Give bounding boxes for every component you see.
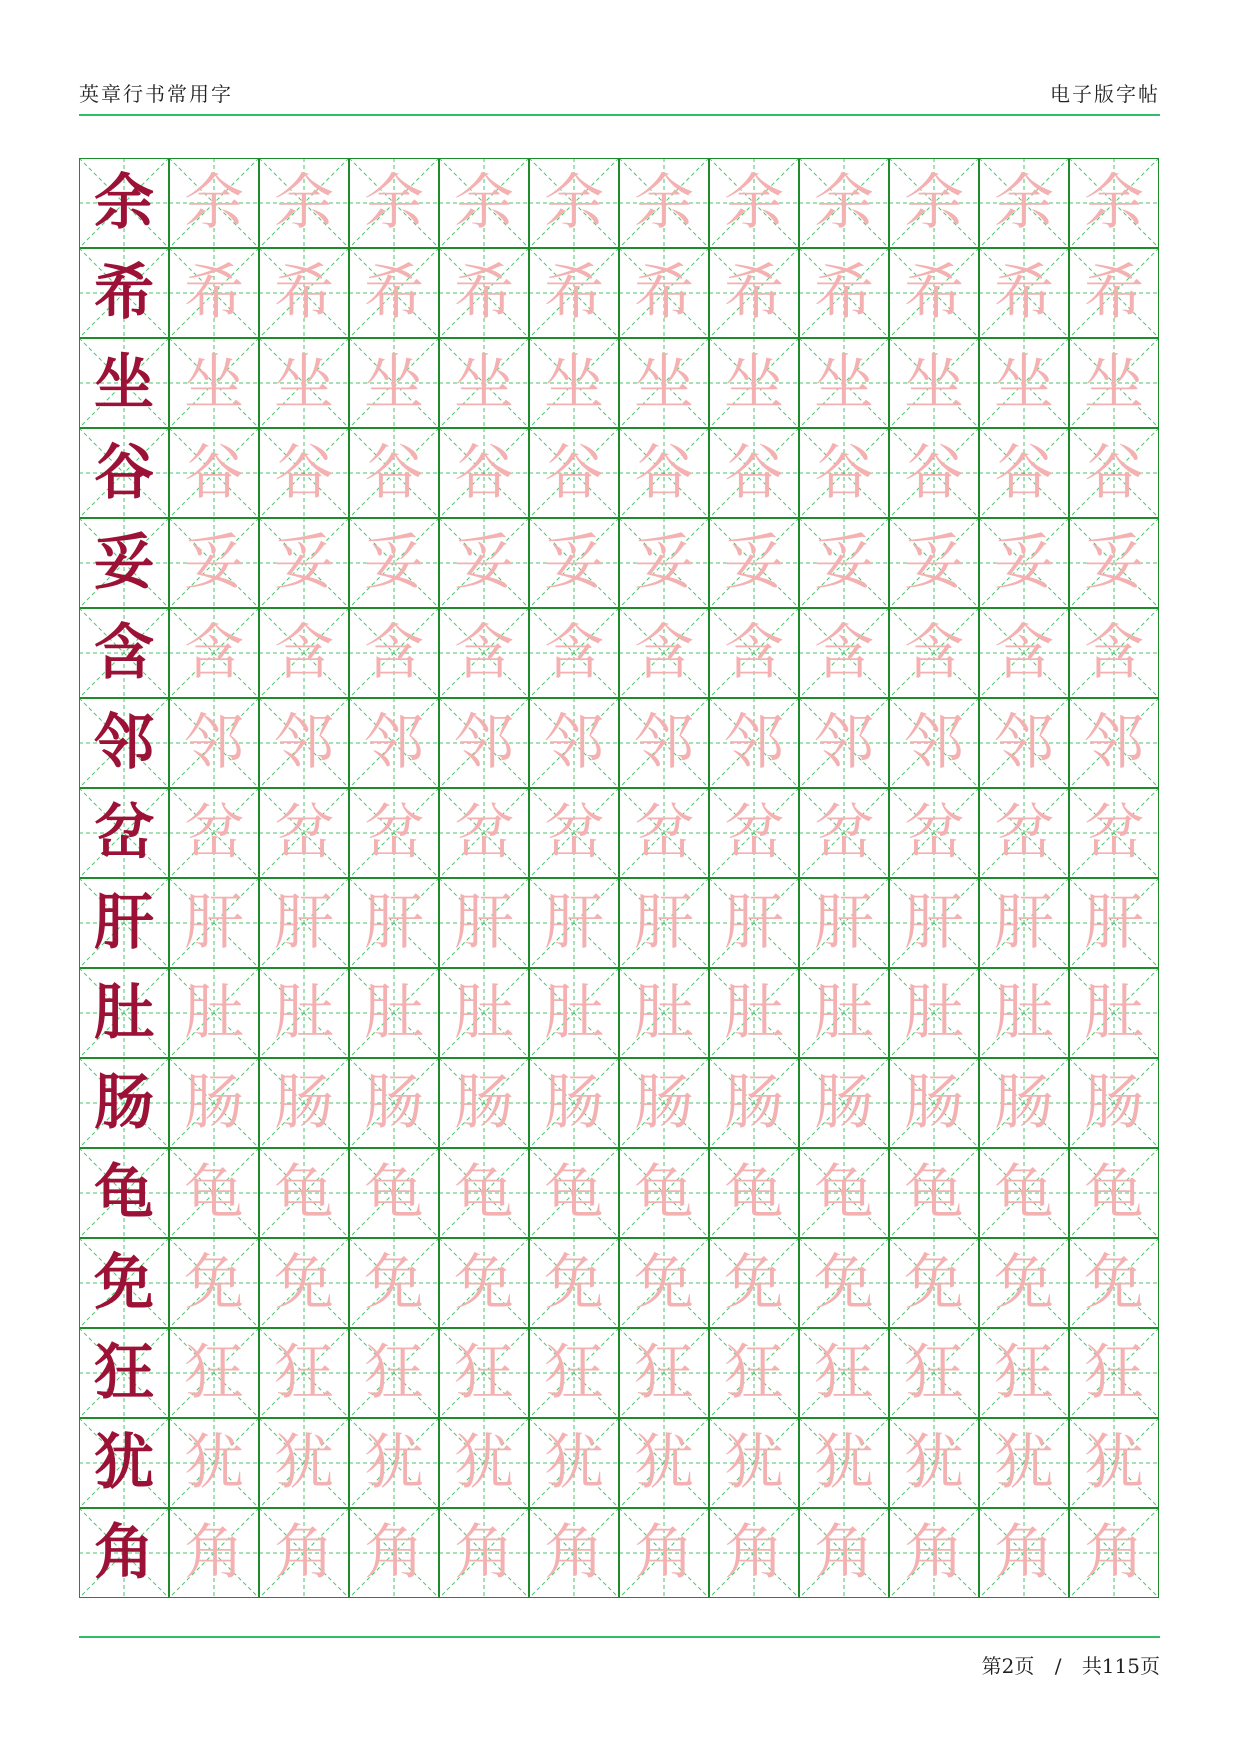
trace-character: 免 — [634, 1248, 694, 1318]
trace-character: 妥 — [454, 528, 514, 598]
page-number: 第2页 — [981, 1654, 1035, 1678]
trace-character: 谷 — [724, 438, 784, 508]
trace-character: 余 — [724, 168, 784, 238]
trace-character: 希 — [184, 258, 244, 328]
trace-character: 角 — [454, 1518, 514, 1588]
trace-character: 邻 — [184, 708, 244, 778]
trace-character: 邻 — [904, 708, 964, 778]
trace-character: 肝 — [994, 888, 1054, 958]
trace-character: 谷 — [274, 438, 334, 508]
page-separator: / — [1054, 1654, 1062, 1678]
model-character: 龟 — [94, 1158, 154, 1228]
model-character: 犹 — [94, 1428, 154, 1498]
trace-character: 谷 — [544, 438, 604, 508]
trace-character: 免 — [1084, 1248, 1144, 1318]
trace-character: 肚 — [544, 978, 604, 1048]
trace-character: 谷 — [634, 438, 694, 508]
trace-character: 余 — [184, 168, 244, 238]
trace-character: 希 — [904, 258, 964, 328]
trace-character: 肝 — [634, 888, 694, 958]
trace-character: 犹 — [904, 1428, 964, 1498]
model-character: 肝 — [94, 888, 154, 958]
trace-character: 余 — [1084, 168, 1144, 238]
trace-character: 岔 — [904, 798, 964, 868]
trace-character: 龟 — [994, 1158, 1054, 1228]
model-character: 邻 — [94, 708, 154, 778]
trace-character: 肝 — [904, 888, 964, 958]
trace-character: 角 — [364, 1518, 424, 1588]
trace-character: 岔 — [184, 798, 244, 868]
trace-character: 肠 — [814, 1068, 874, 1138]
page-footer — [982, 1650, 1160, 1679]
trace-character: 龟 — [1084, 1158, 1144, 1228]
trace-character: 角 — [724, 1518, 784, 1588]
header-rule — [79, 114, 1160, 116]
trace-character: 谷 — [364, 438, 424, 508]
trace-character: 妥 — [364, 528, 424, 598]
trace-character: 肠 — [1084, 1068, 1144, 1138]
trace-character: 角 — [814, 1518, 874, 1588]
trace-character: 免 — [364, 1248, 424, 1318]
trace-character: 余 — [454, 168, 514, 238]
trace-character: 角 — [184, 1518, 244, 1588]
trace-character: 角 — [994, 1518, 1054, 1588]
trace-character: 岔 — [1084, 798, 1144, 868]
trace-character: 含 — [454, 618, 514, 688]
trace-character: 肠 — [634, 1068, 694, 1138]
trace-character: 邻 — [634, 708, 694, 778]
trace-character: 坐 — [364, 348, 424, 418]
trace-character: 犹 — [364, 1428, 424, 1498]
trace-character: 谷 — [814, 438, 874, 508]
trace-character: 狂 — [364, 1338, 424, 1408]
model-character: 余 — [94, 168, 154, 238]
trace-character: 坐 — [184, 348, 244, 418]
model-character: 妥 — [94, 528, 154, 598]
trace-character: 肚 — [994, 978, 1054, 1048]
trace-character: 含 — [274, 618, 334, 688]
model-character: 免 — [94, 1248, 154, 1318]
trace-character: 妥 — [634, 528, 694, 598]
page-header — [79, 78, 1160, 118]
model-character: 谷 — [94, 438, 154, 508]
trace-character: 肠 — [364, 1068, 424, 1138]
trace-character: 肚 — [904, 978, 964, 1048]
trace-character: 肚 — [724, 978, 784, 1048]
trace-character: 狂 — [994, 1338, 1054, 1408]
trace-character: 余 — [274, 168, 334, 238]
trace-character: 免 — [904, 1248, 964, 1318]
trace-character: 余 — [814, 168, 874, 238]
trace-character: 妥 — [814, 528, 874, 598]
trace-character: 肝 — [274, 888, 334, 958]
trace-character: 狂 — [184, 1338, 244, 1408]
trace-character: 犹 — [634, 1428, 694, 1498]
trace-character: 龟 — [634, 1158, 694, 1228]
trace-character: 犹 — [184, 1428, 244, 1498]
model-character: 肚 — [94, 978, 154, 1048]
trace-character: 龟 — [364, 1158, 424, 1228]
trace-character: 免 — [724, 1248, 784, 1318]
trace-character: 犹 — [994, 1428, 1054, 1498]
trace-character: 肠 — [994, 1068, 1054, 1138]
trace-character: 坐 — [724, 348, 784, 418]
footer-rule — [79, 1636, 1160, 1638]
trace-character: 坐 — [634, 348, 694, 418]
trace-character: 妥 — [724, 528, 784, 598]
trace-character: 岔 — [454, 798, 514, 868]
trace-character: 邻 — [274, 708, 334, 778]
trace-character: 邻 — [994, 708, 1054, 778]
trace-character: 余 — [904, 168, 964, 238]
trace-character: 角 — [274, 1518, 334, 1588]
practice-grid — [79, 158, 1159, 1598]
trace-character: 狂 — [724, 1338, 784, 1408]
trace-character: 谷 — [904, 438, 964, 508]
trace-character: 肚 — [814, 978, 874, 1048]
model-character: 坐 — [94, 348, 154, 418]
trace-character: 犹 — [274, 1428, 334, 1498]
trace-character: 狂 — [1084, 1338, 1144, 1408]
trace-character: 邻 — [364, 708, 424, 778]
trace-character: 坐 — [1084, 348, 1144, 418]
trace-character: 龟 — [814, 1158, 874, 1228]
model-character: 岔 — [94, 798, 154, 868]
trace-character: 妥 — [544, 528, 604, 598]
trace-character: 肝 — [184, 888, 244, 958]
model-character: 肠 — [94, 1068, 154, 1138]
trace-character: 坐 — [994, 348, 1054, 418]
trace-character: 希 — [1084, 258, 1144, 328]
trace-character: 岔 — [544, 798, 604, 868]
trace-character: 谷 — [184, 438, 244, 508]
page-total: 共115页 — [1081, 1654, 1160, 1678]
model-character: 希 — [94, 258, 154, 328]
trace-character: 含 — [184, 618, 244, 688]
trace-character: 邻 — [454, 708, 514, 778]
trace-character: 希 — [274, 258, 334, 328]
trace-character: 坐 — [904, 348, 964, 418]
trace-character: 角 — [634, 1518, 694, 1588]
trace-character: 肚 — [454, 978, 514, 1048]
trace-character: 狂 — [544, 1338, 604, 1408]
trace-character: 肠 — [544, 1068, 604, 1138]
trace-character: 龟 — [724, 1158, 784, 1228]
trace-character: 余 — [364, 168, 424, 238]
header-subtitle: 电子版字帖 — [1050, 82, 1160, 106]
model-character: 角 — [94, 1518, 154, 1588]
trace-character: 邻 — [1084, 708, 1144, 778]
trace-character: 希 — [724, 258, 784, 328]
trace-character: 含 — [1084, 618, 1144, 688]
trace-character: 犹 — [814, 1428, 874, 1498]
model-character: 含 — [94, 618, 154, 688]
trace-character: 妥 — [1084, 528, 1144, 598]
trace-character: 犹 — [544, 1428, 604, 1498]
header-title: 英章行书常用字 — [79, 82, 233, 106]
trace-character: 余 — [634, 168, 694, 238]
trace-character: 犹 — [1084, 1428, 1144, 1498]
trace-character: 肠 — [274, 1068, 334, 1138]
trace-character: 含 — [904, 618, 964, 688]
trace-character: 免 — [454, 1248, 514, 1318]
trace-character: 肠 — [184, 1068, 244, 1138]
trace-character: 肚 — [184, 978, 244, 1048]
trace-character: 含 — [814, 618, 874, 688]
trace-character: 坐 — [454, 348, 514, 418]
trace-character: 含 — [994, 618, 1054, 688]
trace-character: 狂 — [274, 1338, 334, 1408]
trace-character: 肚 — [274, 978, 334, 1048]
trace-character: 免 — [544, 1248, 604, 1318]
trace-character: 余 — [994, 168, 1054, 238]
trace-character: 余 — [544, 168, 604, 238]
trace-character: 肠 — [454, 1068, 514, 1138]
trace-character: 希 — [994, 258, 1054, 328]
trace-character: 肝 — [814, 888, 874, 958]
trace-character: 岔 — [634, 798, 694, 868]
trace-character: 角 — [1084, 1518, 1144, 1588]
trace-character: 免 — [274, 1248, 334, 1318]
trace-character: 坐 — [544, 348, 604, 418]
trace-character: 岔 — [724, 798, 784, 868]
trace-character: 狂 — [814, 1338, 874, 1408]
trace-character: 谷 — [1084, 438, 1144, 508]
trace-character: 肝 — [364, 888, 424, 958]
trace-character: 肝 — [724, 888, 784, 958]
trace-character: 角 — [544, 1518, 604, 1588]
trace-character: 狂 — [634, 1338, 694, 1408]
trace-character: 谷 — [454, 438, 514, 508]
trace-character: 妥 — [994, 528, 1054, 598]
trace-character: 龟 — [274, 1158, 334, 1228]
trace-character: 龟 — [904, 1158, 964, 1228]
trace-character: 肠 — [724, 1068, 784, 1138]
trace-character: 邻 — [724, 708, 784, 778]
trace-character: 邻 — [544, 708, 604, 778]
trace-character: 肚 — [1084, 978, 1144, 1048]
trace-character: 肚 — [364, 978, 424, 1048]
trace-character: 龟 — [184, 1158, 244, 1228]
trace-character: 含 — [634, 618, 694, 688]
trace-character: 妥 — [904, 528, 964, 598]
trace-character: 狂 — [904, 1338, 964, 1408]
trace-character: 角 — [904, 1518, 964, 1588]
trace-character: 妥 — [184, 528, 244, 598]
model-character: 狂 — [94, 1338, 154, 1408]
trace-character: 希 — [364, 258, 424, 328]
trace-character: 犹 — [454, 1428, 514, 1498]
trace-character: 岔 — [814, 798, 874, 868]
trace-character: 狂 — [454, 1338, 514, 1408]
trace-character: 希 — [544, 258, 604, 328]
trace-character: 邻 — [814, 708, 874, 778]
trace-character: 肝 — [1084, 888, 1144, 958]
trace-character: 免 — [994, 1248, 1054, 1318]
trace-character: 含 — [364, 618, 424, 688]
trace-character: 龟 — [544, 1158, 604, 1228]
trace-character: 犹 — [724, 1428, 784, 1498]
trace-character: 希 — [814, 258, 874, 328]
trace-character: 坐 — [814, 348, 874, 418]
trace-character: 希 — [634, 258, 694, 328]
trace-character: 免 — [814, 1248, 874, 1318]
trace-character: 希 — [454, 258, 514, 328]
trace-character: 肝 — [544, 888, 604, 958]
trace-character: 岔 — [364, 798, 424, 868]
trace-character: 含 — [724, 618, 784, 688]
trace-character: 谷 — [994, 438, 1054, 508]
trace-character: 妥 — [274, 528, 334, 598]
trace-character: 肠 — [904, 1068, 964, 1138]
trace-character: 含 — [544, 618, 604, 688]
trace-character: 肚 — [634, 978, 694, 1048]
trace-character: 龟 — [454, 1158, 514, 1228]
trace-character: 岔 — [274, 798, 334, 868]
trace-character: 免 — [184, 1248, 244, 1318]
trace-character: 岔 — [994, 798, 1054, 868]
trace-character: 肝 — [454, 888, 514, 958]
trace-character: 坐 — [274, 348, 334, 418]
